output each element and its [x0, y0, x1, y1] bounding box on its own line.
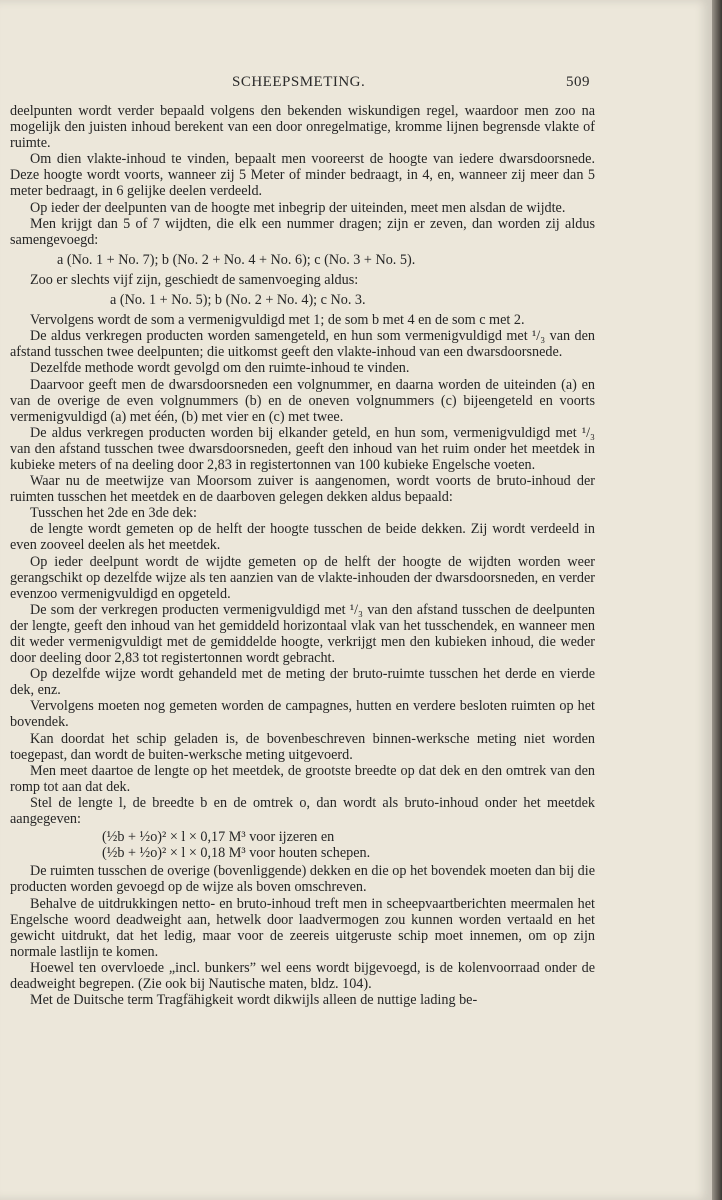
paragraph: De aldus verkregen producten worden samengeteld, en hun som vermenigvuldigd met ¹/₃ van den afstand tusschen twee deelpunten; die uitkomst geeft den vlakte-inhoud van een dwarsdoorsnede.: [10, 328, 595, 361]
paragraph: Zoo er slechts vijf zijn, geschiedt de samenvoeging aldus:: [30, 271, 359, 288]
paragraph: Om dien vlakte-inhoud te vinden, bepaalt men vooreerst de hoogte van iedere dwarsdoorsnede. Deze hoogte wordt voorts, wanneer zij 5 Meter of minder bedraagt, in 4, en, wanneer zij meer dan 5 meter bedraagt, in 6 gelijke deelen verdeeld.: [10, 151, 595, 200]
running-title: SCHEEPSMETING.: [232, 74, 366, 90]
paragraph: Daarvoor geeft men de dwarsdoorsneden een volgnummer, en daarna worden de uiteinden (a) en van de overige de even volgnummers (b) en de oneven volgnummers (c) bijeengeteld en voorts vermenigvuldigd (a) met één, (b) met vier en (c) met twee.: [10, 376, 595, 425]
running-header: [0, 74, 712, 96]
formula-line: (½b + ½o)² × l × 0,17 M³ voor ijzeren en: [102, 829, 335, 846]
paragraph: Vervolgens moeten nog gemeten worden de campagnes, hutten en verdere besloten ruimten op het bovendek.: [10, 698, 595, 731]
paragraph: De aldus verkregen producten worden bij elkander geteld, en hun som, vermenigvuldigd met ¹/₃ van den afstand tusschen twee dwarsdoorsneden, geeft den inhoud van het ruim onder het meetdek in kubieke meters of na deeling door 2,83 in registertonnen van 100 kubieke Engelsche voeten.: [10, 424, 595, 473]
paragraph: Dezelfde methode wordt gevolgd om den ruimte-inhoud te vinden.: [30, 360, 410, 377]
paragraph: Op dezelfde wijze wordt gehandeld met de meting der bruto-ruimte tusschen het derde en vierde dek, enz.: [10, 666, 595, 699]
paragraph: De som der verkregen producten vermenigvuldigd met ¹/₃ van den afstand tusschen de deelpunten der lengte, geeft den inhoud van het gemiddeld horizontaal vlak van het tusschendek, en wanneer men dit weder vermenigvuldigt met de gemiddelde hoogte, verkrijgt men den kubieken inhoud, die weder door deeling door 2,83 tot registertonnen wordt gebracht.: [10, 601, 595, 667]
paragraph: Stel de lengte l, de breedte b en de omtrek o, dan wordt als bruto-inhoud onder het meetdek aangegeven:: [10, 794, 595, 828]
body-text: [10, 103, 595, 1008]
page-number: 509: [566, 74, 590, 90]
formula-line: a (No. 1 + No. 7); b (No. 2 + No. 4 + No. 6); c (No. 3 + No. 5).: [57, 251, 416, 268]
paragraph: Men meet daartoe de lengte op het meetdek, de grootste breedte op dat dek en den omtrek van den romp tot aan dat dek.: [10, 762, 595, 795]
paragraph: de lengte wordt gemeten op de helft der hoogte tusschen de beide dekken. Zij wordt verdeeld in even zooveel deelen als het meetdek.: [10, 521, 595, 554]
paragraph: De ruimten tusschen de overige (bovenliggende) dekken en die op het bovendek moeten dan bij die producten worden gevoegd op de wijze als boven omschreven.: [10, 863, 595, 896]
paragraph: Men krijgt dan 5 of 7 wijdten, die elk een nummer dragen; zijn er zeven, dan worden zij aldus samengevoegd:: [10, 215, 595, 248]
paragraph: Op ieder deelpunt wordt de wijdte gemeten op de helft der hoogte de wijdten worden weer gerangschikt op dezelfde wijze als ten aanzien van de vlakte-inhouden der dwarsdoorsneden, en verder evenzoo vermenigvuldigd en opgeteld.: [10, 553, 595, 602]
paragraph: Op ieder der deelpunten van de hoogte met inbegrip der uiteinden, meet men alsdan de wijdte.: [30, 199, 566, 216]
paragraph: Met de Duitsche term Tragfähigkeit wordt dikwijls alleen de nuttige lading be-: [30, 992, 478, 1009]
formula-line: (½b + ½o)² × l × 0,18 M³ voor houten schepen.: [102, 845, 371, 862]
paragraph: Vervolgens wordt de som a vermenigvuldigd met 1; de som b met 4 en de som c met 2.: [30, 312, 525, 329]
paragraph: Tusschen het 2de en 3de dek:: [30, 505, 197, 522]
formula-line: a (No. 1 + No. 5); b (No. 2 + No. 4); c No. 3.: [110, 292, 366, 309]
paragraph: Waar nu de meetwijze van Moorsom zuiver is aangenomen, wordt voorts de bruto-inhoud der ruimten tusschen het meetdek en de daarboven gelegen dekken aldus bepaald:: [10, 473, 595, 506]
paragraph: Behalve de uitdrukkingen netto- en bruto-inhoud treft men in scheepvaartberichten meermalen het Engelsche woord deadweight aan, hetwelk door laadvermogen zou kunnen worden vertaald en het gewicht uitdrukt, dat het ledig, maar voor de zeereis uitgeruste schip moet innemen, om op zijn normale lastlijn te komen.: [10, 895, 595, 960]
paragraph: Kan doordat het schip geladen is, de bovenbeschreven binnen-werksche meting niet worden toegepast, dan wordt de buiten-werksche meting uitgevoerd.: [10, 730, 595, 763]
paragraph: Hoewel ten overvloede „incl. bunkers” wel eens wordt bijgevoegd, is de kolenvoorraad onder de deadweight begrepen. (Zie ook bij Nautische maten, bldz. 104).: [10, 959, 595, 992]
page-edge-shadow: [712, 0, 722, 1200]
paragraph: deelpunten wordt verder bepaald volgens den bekenden wiskundigen regel, waardoor men zoo na mogelijk den juisten inhoud berekent van een door onregelmatige, kromme lijnen begrensde vlakte of ruimte.: [10, 103, 595, 152]
